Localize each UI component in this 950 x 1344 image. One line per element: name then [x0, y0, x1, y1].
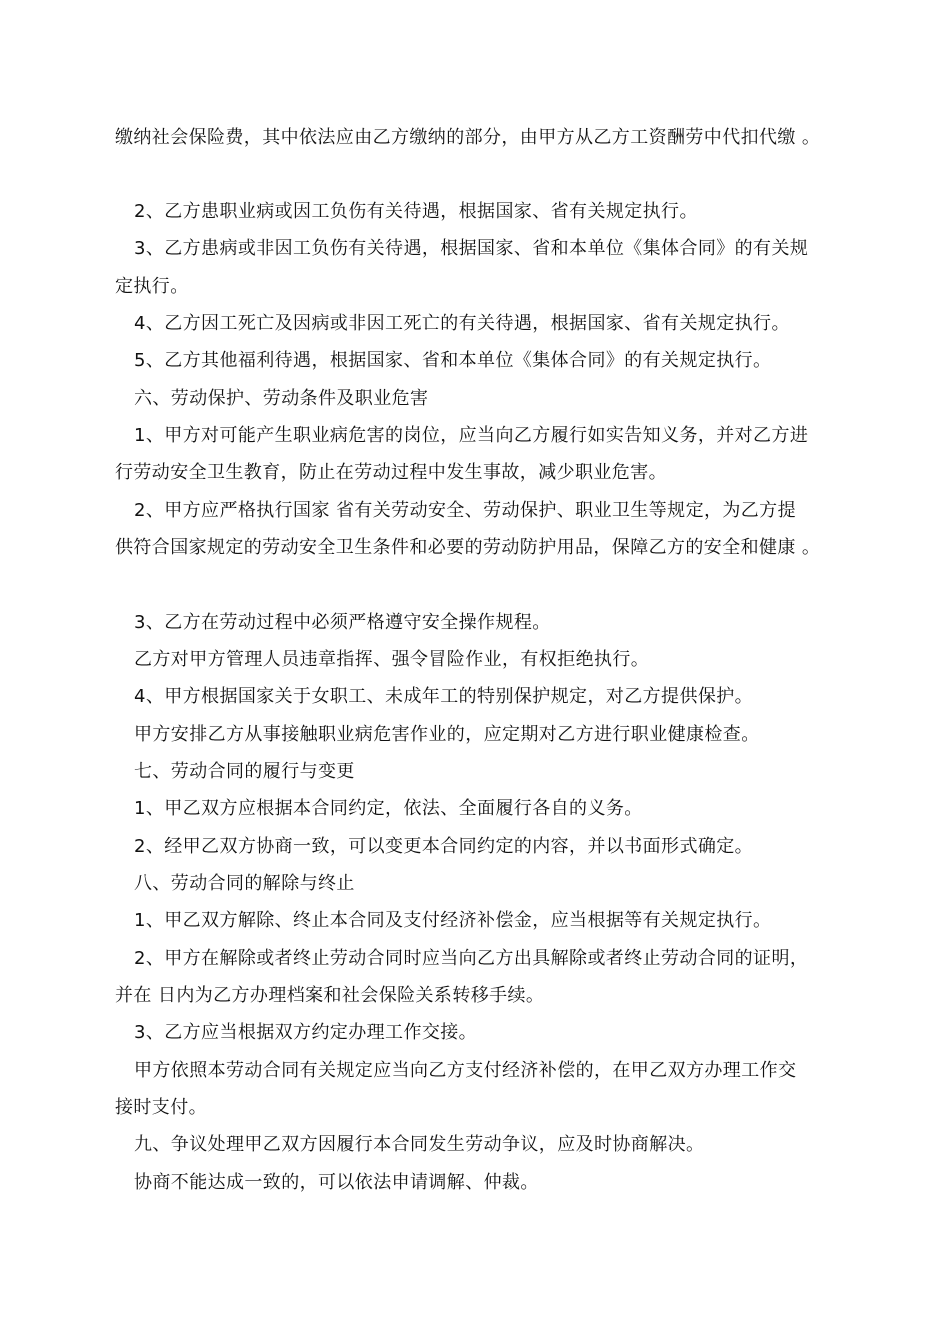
paragraph-line: 2、甲方应严格执行国家 省有关劳动安全、劳动保护、职业卫生等规定，为乙方提 [134, 500, 796, 521]
paragraph-line: 协商不能达成一致的，可以依法申请调解、仲裁。 [134, 1172, 539, 1193]
paragraph-line: 行劳动安全卫生教育，防止在劳动过程中发生事故，减少职业危害。 [115, 462, 667, 483]
paragraph-line: 甲方依照本劳动合同有关规定应当向乙方支付经济补偿的，在甲乙双方办理工作交 [134, 1060, 797, 1081]
paragraph-line: 定执行。 [115, 276, 189, 297]
paragraph-line: 缴纳社会保险费，其中依法应由乙方缴纳的部分，由甲方从乙方工资酬劳中代扣代缴 。 [115, 127, 821, 148]
section-heading: 九、争议处理甲乙双方因履行本合同发生劳动争议，应及时协商解决。 [134, 1134, 705, 1155]
paragraph-line: 5、乙方其他福利待遇，根据国家、省和本单位《集体合同》的有关规定执行。 [134, 350, 772, 371]
paragraph-line: 4、甲方根据国家关于女职工、未成年工的特别保护规定，对乙方提供保护。 [134, 686, 754, 707]
section-heading: 六、劳动保护、劳动条件及职业危害 [134, 388, 429, 409]
paragraph-line: 4、乙方因工死亡及因病或非因工死亡的有关待遇，根据国家、省有关规定执行。 [134, 313, 790, 334]
paragraph-line: 接时支付。 [115, 1097, 207, 1118]
paragraph-line: 供符合国家规定的劳动安全卫生条件和必要的劳动防护用品，保障乙方的安全和健康 。 [115, 537, 821, 558]
paragraph-line: 2、乙方患职业病或因工负伤有关待遇，根据国家、省有关规定执行。 [134, 201, 698, 222]
paragraph-line: 1、甲乙双方应根据本合同约定，依法、全面履行各自的义务。 [134, 798, 643, 819]
paragraph-line: 3、乙方应当根据双方约定办理工作交接。 [134, 1022, 478, 1043]
paragraph-line: 2、经甲乙双方协商一致，可以变更本合同约定的内容，并以书面形式确定。 [134, 836, 754, 857]
paragraph-line: 1、甲方对可能产生职业病危害的岗位，应当向乙方履行如实告知义务，并对乙方进 [134, 425, 809, 446]
paragraph-line: 甲方安排乙方从事接触职业病危害作业的，应定期对乙方进行职业健康检查。 [134, 724, 760, 745]
paragraph-line: 3、乙方在劳动过程中必须严格遵守安全操作规程。 [134, 612, 551, 633]
paragraph-line: 3、乙方患病或非因工负伤有关待遇，根据国家、省和本单位《集体合同》的有关规 [134, 238, 809, 259]
paragraph-line: 乙方对甲方管理人员违章指挥、强令冒险作业，有权拒绝执行。 [134, 649, 650, 670]
paragraph-line: 1、甲乙双方解除、终止本合同及支付经济补偿金，应当根据等有关规定执行。 [134, 910, 772, 931]
paragraph-line: 2、甲方在解除或者终止劳动合同时应当向乙方出具解除或者终止劳动合同的证明， [134, 948, 809, 969]
section-heading: 八、劳动合同的解除与终止 [134, 873, 355, 894]
paragraph-line: 并在 日内为乙方办理档案和社会保险关系转移手续。 [115, 985, 545, 1006]
section-heading: 七、劳动合同的履行与变更 [134, 761, 355, 782]
